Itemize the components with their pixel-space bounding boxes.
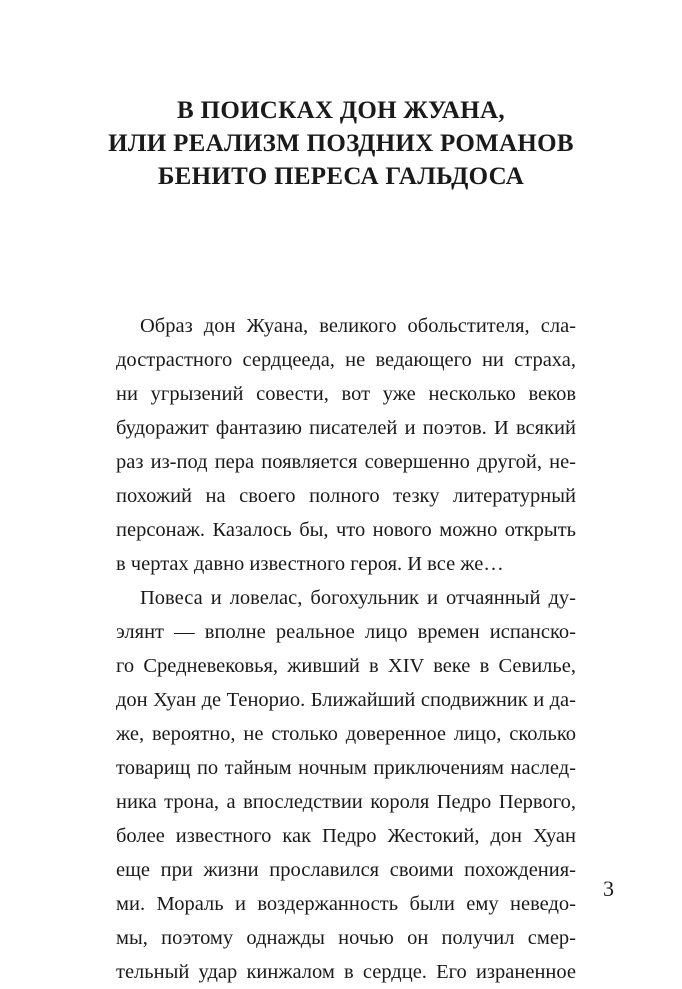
text-line: более известного как Педро Жестокий, дон Хуан bbox=[116, 825, 576, 847]
chapter-title bbox=[0, 94, 682, 193]
text-line: тельный удар кинжалом в сердце. Его израненное bbox=[116, 961, 576, 983]
text-line: будоражит фантазию писателей и поэтов. И всякий bbox=[116, 417, 576, 439]
text-line: в чертах давно известного героя. И все же… bbox=[116, 553, 504, 575]
text-line: персонаж. Казалось бы, что нового можно открыть bbox=[116, 519, 576, 541]
paragraph-2 bbox=[116, 581, 576, 989]
text-line: мы, поэтому однажды ночью он получил смер- bbox=[116, 927, 576, 949]
page-number: 3 bbox=[603, 876, 614, 901]
text-line: Повеса и ловелас, богохульник и отчаянный ду- bbox=[140, 587, 576, 609]
text-line: раз из-под пера появляется совершенно другой, не- bbox=[116, 451, 576, 473]
text-line: похожий на своего полного тезку литературный bbox=[116, 485, 576, 507]
text-line: дострастного сердцееда, не ведающего ни страха, bbox=[116, 349, 576, 371]
text-line: элянт — вполне реальное лицо времен испанско- bbox=[116, 621, 576, 643]
text-line: товарищ по тайным ночным приключениям наслед- bbox=[116, 757, 576, 779]
body-text bbox=[116, 309, 576, 989]
chapter-title-line: В ПОИСКАХ ДОН ЖУАНА, bbox=[177, 97, 505, 124]
text-line: го Средневековья, живший в XIV веке в Севилье, bbox=[116, 655, 576, 677]
text-line: Образ дон Жуана, великого обольстителя, сла- bbox=[140, 315, 576, 337]
text-line: еще при жизни прославился своими похождения- bbox=[116, 859, 576, 881]
chapter-title-line: БЕНИТО ПЕРЕСА ГАЛЬДОСА bbox=[157, 163, 525, 190]
chapter-title-line: ИЛИ РЕАЛИЗМ ПОЗДНИХ РОМАНОВ bbox=[108, 130, 574, 157]
text-line: ника трона, а впоследствии короля Педро Первого, bbox=[116, 791, 576, 813]
text-line: же, вероятно, не столько доверенное лицо, сколько bbox=[116, 723, 576, 745]
text-line: ни угрызений совести, вот уже несколько веков bbox=[116, 383, 576, 405]
text-line: дон Хуан де Тенорио. Ближайший сподвижник и да- bbox=[116, 689, 576, 711]
text-line: ми. Мораль и воздержанность были ему неведо- bbox=[116, 893, 576, 915]
paragraph-1 bbox=[116, 309, 576, 581]
